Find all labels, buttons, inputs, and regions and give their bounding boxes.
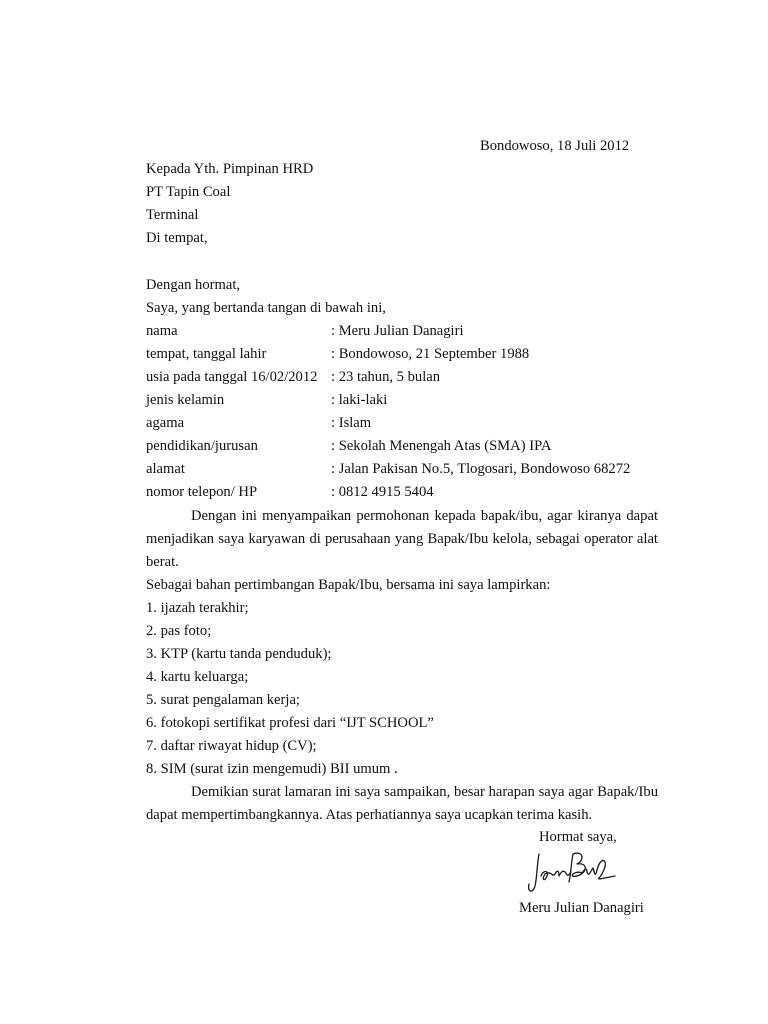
attachment-item: 8. SIM (surat izin mengemudi) BII umum . [146, 761, 398, 777]
salutation: Dengan hormat, [146, 277, 241, 293]
attachment-item: 1. ijazah terakhir; [146, 600, 249, 616]
place-date: Bondowoso, 18 Juli 2012 [480, 138, 630, 154]
body-line: menjadikan saya karyawan di perusahaan yang Bapak/Ibu kelola, sebagai operator alat [146, 531, 658, 547]
field-label: pendidikan/jurusan [146, 438, 258, 454]
field-label: nama [146, 323, 178, 339]
field-label: agama [146, 415, 185, 431]
field-value: : Bondowoso, 21 September 1988 [331, 346, 530, 362]
signer-name: Meru Julian Danagiri [519, 900, 644, 916]
field-label: usia pada tanggal 16/02/2012 [146, 369, 318, 385]
recipient-line: Terminal [146, 207, 199, 223]
intro-line: Saya, yang bertanda tangan di bawah ini, [146, 300, 386, 316]
attachment-item: 5. surat pengalaman kerja; [146, 692, 300, 708]
recipient-line: Di tempat, [146, 230, 208, 246]
attachment-item: 2. pas foto; [146, 623, 212, 639]
field-label: nomor telepon/ HP [146, 484, 258, 500]
field-value: : Meru Julian Danagiri [331, 323, 464, 339]
attachment-item: 3. KTP (kartu tanda penduduk); [146, 646, 332, 662]
field-label: tempat, tanggal lahir [146, 346, 267, 362]
field-value: : laki-laki [331, 392, 388, 408]
field-label: jenis kelamin [146, 392, 225, 408]
field-value: : 0812 4915 5404 [331, 484, 434, 500]
field-value: : 23 tahun, 5 bulan [331, 369, 441, 385]
attachments-intro: Sebagai bahan pertimbangan Bapak/Ibu, bersama ini saya lampirkan: [146, 577, 551, 593]
attachment-item: 4. kartu keluarga; [146, 669, 249, 685]
closing-greeting: Hormat saya, [539, 829, 617, 845]
closing-line: dapat mempertimbangkannya. Atas perhatiannya saya ucapkan terima kasih. [146, 807, 593, 823]
field-label: alamat [146, 461, 185, 477]
field-value: : Sekolah Menengah Atas (SMA) IPA [331, 438, 552, 454]
closing-line: Demikian surat lamaran ini saya sampaikan, besar harapan saya agar Bapak/Ibu [191, 784, 658, 800]
body-line: berat. [146, 554, 179, 570]
field-value: : Islam [331, 415, 372, 431]
attachment-item: 6. fotokopi sertifikat profesi dari “IJT SCHOOL” [146, 715, 434, 731]
recipient-line: Kepada Yth. Pimpinan HRD [146, 161, 314, 177]
recipient-line: PT Tapin Coal [146, 184, 231, 200]
attachment-item: 7. daftar riwayat hidup (CV); [146, 738, 317, 754]
signature-image [525, 848, 620, 896]
body-line: Dengan ini menyampaikan permohonan kepada bapak/ibu, agar kiranya dapat [191, 508, 658, 524]
field-value: : Jalan Pakisan No.5, Tlogosari, Bondowoso 68272 [331, 461, 631, 477]
